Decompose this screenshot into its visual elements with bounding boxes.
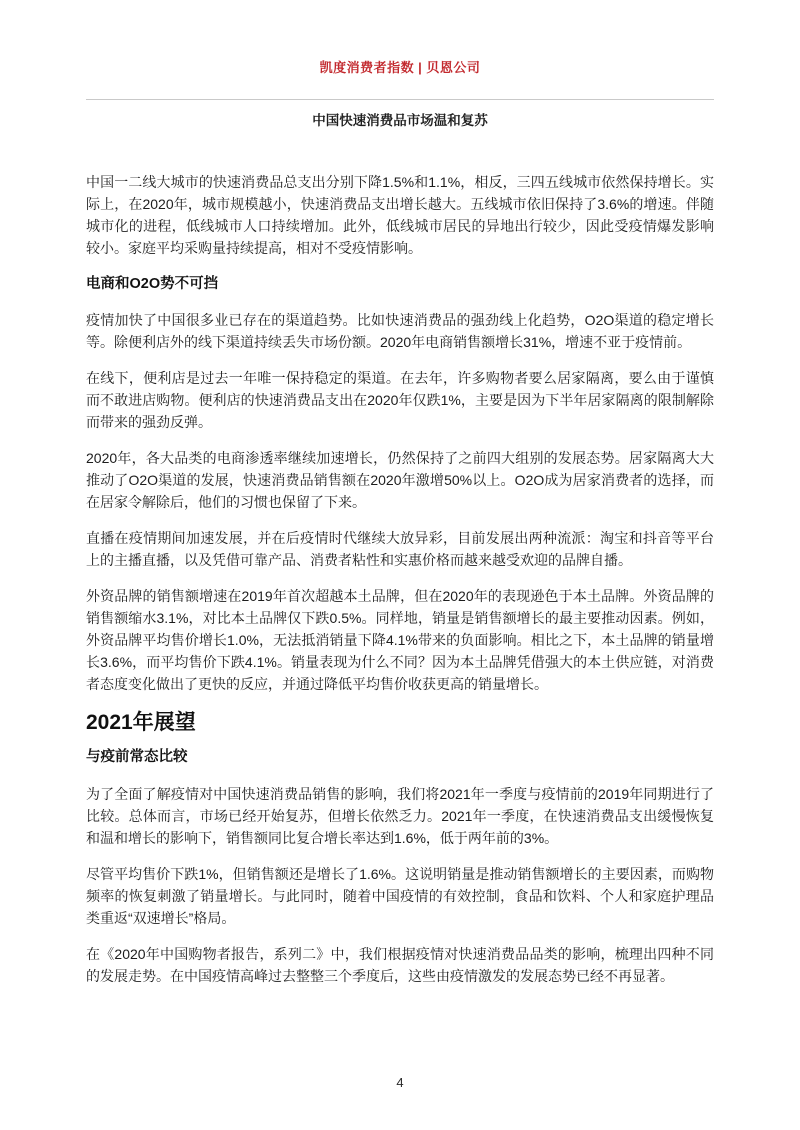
- outlook-section-subheading: 与疫前常态比较: [86, 749, 188, 765]
- intro-paragraph: 中国一二线大城市的快速消费品总支出分别下降1.5%和1.1%，相反，三四五线城市依然保持增长。实际上，在2020年，城市规模越小，快速消费品支出增长越大。五线城市依旧保持了3.6%的增速。伴随城市化的进程，低线城市人口持续增加。此外，低线城市居民的异地出行较少，因此受疫情爆发影响较小。家庭平均采购量持续提高，相对不受疫情影响。: [86, 174, 714, 256]
- ecommerce-section-heading: 电商和O2O势不可挡: [86, 276, 219, 292]
- page-number: 4: [396, 1075, 404, 1090]
- outlook-paragraph-3: 在《2020年中国购物者报告，系列二》中，我们根据疫情对快速消费品品类的影响，梳理出四种不同的发展走势。在中国疫情高峰过去整整三个季度后，这些由疫情激发的发展态势已经不再显著。: [86, 946, 714, 984]
- header-divider: [86, 99, 714, 100]
- ecommerce-paragraph-1: 疫情加快了中国很多业已存在的渠道趋势。比如快速消费品的强劲线上化趋势，O2O渠道的稳定增长等。除便利店外的线下渠道持续丢失市场份额。2020年电商销售额增长31%，增速不亚于疫情前。: [86, 312, 714, 350]
- outlook-section-heading: 2021年展望: [86, 711, 196, 734]
- ecommerce-paragraph-2: 在线下，便利店是过去一年唯一保持稳定的渠道。在去年，许多购物者要么居家隔离，要么由于谨慎而不敢进店购物。便利店的快速消费品支出在2020年仅跌1%，主要是因为下半年居家隔离的限制解除而带来的强劲反弹。: [86, 370, 714, 430]
- outlook-paragraph-1: 为了全面了解疫情对中国快速消费品销售的影响，我们将2021年一季度与疫情前的2019年同期进行了比较。总体而言，市场已经开始复苏，但增长依然乏力。2021年一季度，在快速消费品支出缓慢恢复和温和增长的影响下，销售额同比复合增长率达到1.6%，低于两年前的3%。: [86, 786, 714, 846]
- brand-header: 凯度消费者指数 | 贝恩公司: [319, 60, 481, 75]
- ecommerce-paragraph-5: 外资品牌的销售额增速在2019年首次超越本土品牌，但在2020年的表现逊色于本土品牌。外资品牌的销售额缩水3.1%，对比本土品牌仅下跌0.5%。同样地，销量是销售额增长的最主要推动因素。例如，外资品牌平均售价增长1.0%，无法抵消销量下降4.1%带来的负面影响。相比之下，本土品牌的销量增长3.6%，而平均售价下跌4.1%。销量表现为什么不同？因为本土品牌凭借强大的本土供应链，对消费者态度变化做出了更快的反应，并通过降低平均售价收获更高的销量增长。: [86, 588, 714, 692]
- page-title: 中国快速消费品市场温和复苏: [312, 113, 488, 128]
- outlook-paragraph-2: 尽管平均售价下跌1%，但销售额还是增长了1.6%。这说明销量是推动销售额增长的主要因素，而购物频率的恢复刺激了销量增长。与此同时，随着中国疫情的有效控制，食品和饮料、个人和家庭护理品类重返“双速增长”格局。: [86, 866, 714, 926]
- body-content: [86, 171, 714, 987]
- ecommerce-paragraph-4: 直播在疫情期间加速发展，并在后疫情时代继续大放异彩，目前发展出两种流派：淘宝和抖音等平台上的主播直播，以及凭借可靠产品、消费者粘性和实惠价格而越来越受欢迎的品牌自播。: [86, 530, 714, 568]
- ecommerce-paragraph-3: 2020年，各大品类的电商渗透率继续加速增长，仍然保持了之前四大组别的发展态势。居家隔离大大推动了O2O渠道的发展，快速消费品销售额在2020年激增50%以上。O2O成为居家消费者的选择，而在居家令解除后，他们的习惯也保留了下来。: [86, 450, 714, 510]
